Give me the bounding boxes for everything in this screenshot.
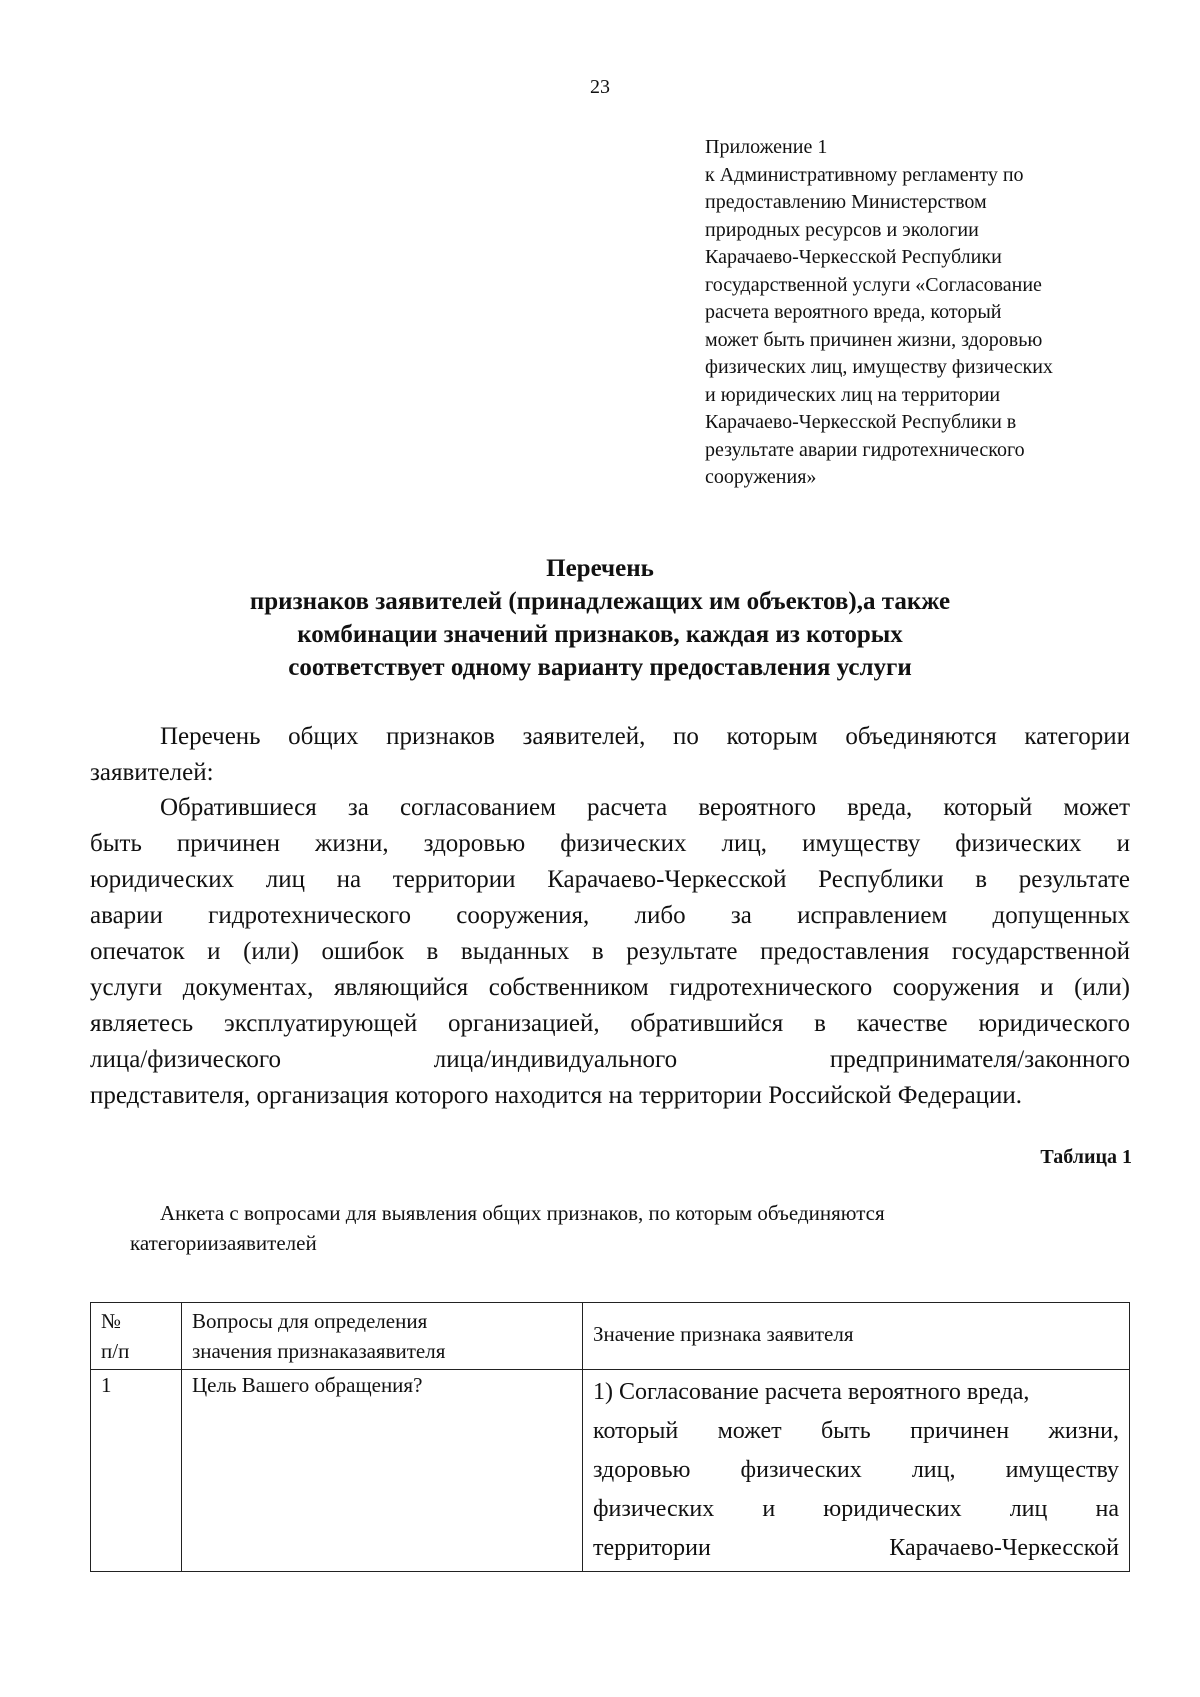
table-caption	[130, 1198, 1090, 1258]
paragraph-line: услуги документах, являющийся собственником гидротехнического сооружения и (или)	[90, 974, 1130, 1001]
appendix-line: результате аварии гидротехнического	[705, 438, 1025, 461]
paragraph-line: Обратившиеся за согласованием расчета вероятного вреда, который может	[160, 794, 1130, 821]
table-header-row	[91, 1303, 1130, 1370]
appendix-line: предоставлению Министерством	[705, 191, 987, 213]
appendix-line: сооружения»	[705, 466, 817, 488]
answer-line: физических и юридических лиц на	[593, 1496, 1119, 1522]
paragraph-line: являетесь эксплуатирующей организацией, обратившийся в качестве юридического	[90, 1010, 1130, 1037]
paragraph-line: Перечень общих признаков заявителей, по которым объединяются категории	[160, 723, 1130, 750]
appendix-line: может быть причинен жизни, здоровью	[705, 328, 1043, 351]
heading-line: признаков заявителей (принадлежащих им объектов),а также	[249, 588, 951, 615]
paragraph-line: лица/физического лица/индивидуального предпринимателя/законного	[90, 1046, 1130, 1073]
paragraph-line: опечаток и (или) ошибок в выданных в результате предоставления государственной	[90, 938, 1130, 965]
paragraph-line: представителя, организация которого находится на территории Российской Федерации.	[90, 1082, 1023, 1109]
appendix-line: к Административному регламенту по	[705, 163, 1024, 186]
answer-line: территории Карачаево-Черкесской	[593, 1535, 1119, 1561]
table-label: Таблица 1	[1040, 1146, 1132, 1168]
appendix-line: Приложение 1	[705, 136, 828, 158]
document-heading	[0, 552, 1200, 684]
heading-title: Перечень	[546, 555, 654, 582]
survey-table	[90, 1302, 1130, 1572]
header-question	[182, 1303, 583, 1370]
appendix-line: природных ресурсов и экологии	[705, 218, 979, 241]
paragraph-line: аварии гидротехнического сооружения, либо за исправлением допущенных	[90, 902, 1130, 929]
answer-line: здоровью физических лиц, имуществу	[593, 1457, 1119, 1483]
appendix-line: физических лиц, имуществу физических	[705, 356, 1053, 378]
paragraph-line: юридических лиц на территории Карачаево-Черкесской Республики в результате	[90, 866, 1130, 893]
answer-line: который может быть причинен жизни,	[593, 1418, 1119, 1444]
paragraph-general-features	[90, 719, 1130, 791]
row-number: 1	[91, 1370, 182, 1572]
header-number	[91, 1303, 182, 1370]
header-value: Значение признака заявителя	[583, 1303, 1130, 1370]
appendix-note	[705, 134, 1145, 492]
appendix-line: и юридических лиц на территории	[705, 383, 1001, 406]
table-row	[91, 1370, 1130, 1572]
caption-line: Анкета с вопросами для выявления общих признаков, по которым объединяются	[160, 1201, 885, 1225]
header-number-line: №	[101, 1309, 122, 1333]
appendix-line: расчета вероятного вреда, который	[705, 301, 1002, 323]
page-number: 23	[590, 76, 610, 98]
appendix-line: Карачаево-Черкесской Республики в	[705, 411, 1017, 433]
heading-line: комбинации значений признаков, каждая из которых	[297, 621, 903, 648]
header-question-line: Вопросы для определения	[192, 1309, 428, 1333]
appendix-line: Карачаево-Черкесской Республики	[705, 246, 1002, 268]
header-question-line: значения признаказаявителя	[192, 1339, 446, 1363]
paragraph-line: заявителей:	[90, 759, 214, 786]
caption-line: категориизаявителей	[130, 1231, 317, 1255]
answer-line: 1) Согласование расчета вероятного вреда,	[593, 1379, 1030, 1405]
paragraph-line: быть причинен жизни, здоровью физических лиц, имуществу физических и	[90, 830, 1130, 857]
paragraph-applicants	[90, 790, 1130, 1114]
row-question: Цель Вашего обращения?	[182, 1370, 583, 1572]
appendix-line: государственной услуги «Согласование	[705, 273, 1042, 296]
row-answer	[583, 1370, 1130, 1572]
header-number-line: п/п	[101, 1339, 130, 1363]
heading-line: соответствует одному варианту предоставления услуги	[288, 654, 912, 681]
